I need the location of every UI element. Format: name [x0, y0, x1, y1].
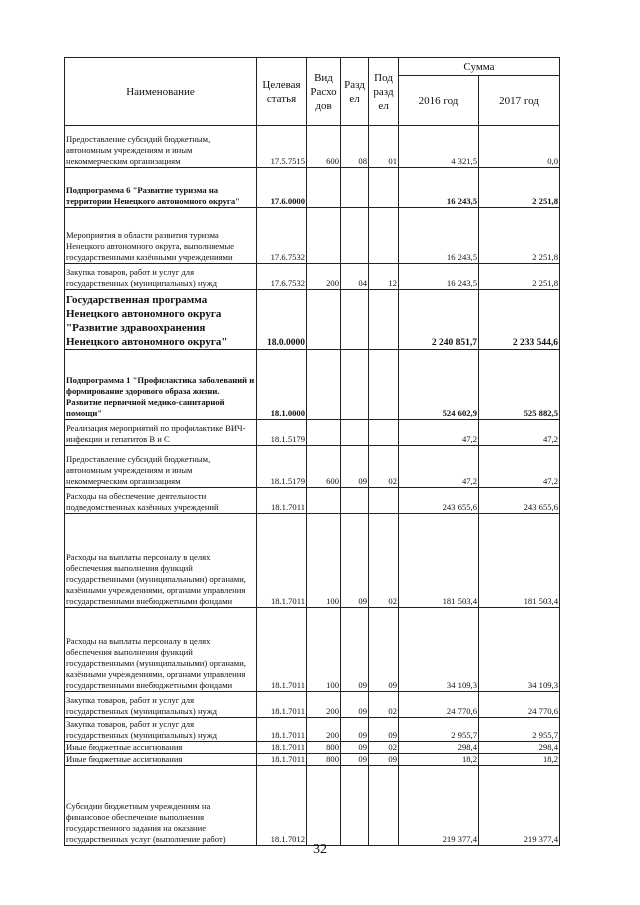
table-row	[65, 168, 560, 208]
row-podrazd	[369, 488, 399, 514]
row-value-2017: 2 251,8	[479, 208, 560, 264]
row-razd: 09	[341, 742, 369, 754]
row-target-code: 18.1.5179	[257, 420, 307, 446]
row-name: Закупка товаров, работ и услуг для государственных (муниципальных) нужд	[65, 264, 257, 290]
row-podrazd	[369, 208, 399, 264]
table-row	[65, 264, 560, 290]
row-podrazd: 02	[369, 692, 399, 718]
row-razd	[341, 420, 369, 446]
row-value-2016: 47,2	[399, 420, 479, 446]
budget-table	[64, 57, 560, 846]
row-razd: 09	[341, 514, 369, 608]
table-row	[65, 766, 560, 846]
row-name: Реализация мероприятий по профилактике ВИЧ-инфекции и гепатитов В и С	[65, 420, 257, 446]
page-number: 32	[313, 842, 327, 857]
row-vid	[307, 488, 341, 514]
row-value-2017: 243 655,6	[479, 488, 560, 514]
row-value-2016: 219 377,4	[399, 766, 479, 846]
row-podrazd: 02	[369, 446, 399, 488]
row-name: Субсидии бюджетным учреждениям на финансовое обеспечение выполнения государственного задания на оказание государственных услуг (выполнение работ)	[65, 766, 257, 846]
row-name: Иные бюджетные ассигнования	[65, 754, 257, 766]
row-value-2017: 47,2	[479, 446, 560, 488]
table-row	[65, 514, 560, 608]
row-podrazd: 09	[369, 754, 399, 766]
table-row	[65, 692, 560, 718]
row-value-2016: 47,2	[399, 446, 479, 488]
row-razd	[341, 350, 369, 420]
row-value-2017: 34 109,3	[479, 608, 560, 692]
row-name: Иные бюджетные ассигнования	[65, 742, 257, 754]
row-value-2016: 298,4	[399, 742, 479, 754]
row-razd	[341, 766, 369, 846]
row-vid: 200	[307, 264, 341, 290]
row-name: Подпрограмма 1 "Профилактика заболеваний и формирование здорового образа жизни. Развитие первичной медико-санитарной помощи"	[65, 350, 257, 420]
row-target-code: 18.0.0000	[257, 290, 307, 350]
header-sum: Сумма	[399, 58, 560, 76]
row-name: Подпрограмма 6 "Развитие туризма на территории Ненецкого автономного округа"	[65, 168, 257, 208]
header-2017: 2017 год	[479, 76, 560, 126]
row-value-2016: 24 770,6	[399, 692, 479, 718]
row-podrazd	[369, 290, 399, 350]
row-razd: 09	[341, 754, 369, 766]
row-razd: 09	[341, 692, 369, 718]
row-vid: 200	[307, 692, 341, 718]
row-value-2017: 2 955,7	[479, 718, 560, 742]
table-row	[65, 290, 560, 350]
row-podrazd	[369, 420, 399, 446]
row-vid	[307, 208, 341, 264]
row-value-2017: 2 251,8	[479, 264, 560, 290]
row-value-2016: 4 321,5	[399, 126, 479, 168]
row-vid	[307, 168, 341, 208]
table-row	[65, 488, 560, 514]
row-value-2016: 16 243,5	[399, 208, 479, 264]
row-target-code: 18.1.7011	[257, 742, 307, 754]
row-target-code: 18.1.7011	[257, 718, 307, 742]
row-value-2017: 525 882,5	[479, 350, 560, 420]
header-vid: Вид Расхо дов	[307, 58, 341, 126]
row-name: Закупка товаров, работ и услуг для государственных (муниципальных) нужд	[65, 692, 257, 718]
row-value-2016: 243 655,6	[399, 488, 479, 514]
header-razd: Разд ел	[341, 58, 369, 126]
row-name: Расходы на выплаты персоналу в целях обеспечения выполнения функций государственными (муниципальными) органами, казёнными учреждениями, органами управления государственными внебюджетными фондами	[65, 514, 257, 608]
table-row	[65, 718, 560, 742]
row-vid: 100	[307, 608, 341, 692]
row-name: Государственная программа Ненецкого автономного округа "Развитие здравоохранения Ненецкого автономного округа"	[65, 290, 257, 350]
row-name: Расходы на выплаты персоналу в целях обеспечения выполнения функций государственными (муниципальными) органами, казёнными учреждениями, органами управления государственными внебюджетными фондами	[65, 608, 257, 692]
table-body	[65, 126, 560, 846]
table-row	[65, 446, 560, 488]
row-podrazd: 09	[369, 608, 399, 692]
row-razd	[341, 488, 369, 514]
row-value-2016: 34 109,3	[399, 608, 479, 692]
header-2016: 2016 год	[399, 76, 479, 126]
row-podrazd: 02	[369, 742, 399, 754]
row-name: Предоставление субсидий бюджетным, автономным учреждениям и иным некоммерческим организациям	[65, 446, 257, 488]
row-target-code: 17.6.0000	[257, 168, 307, 208]
row-value-2016: 2 955,7	[399, 718, 479, 742]
row-razd	[341, 290, 369, 350]
table-row	[65, 608, 560, 692]
row-value-2017: 181 503,4	[479, 514, 560, 608]
row-value-2017: 2 233 544,6	[479, 290, 560, 350]
row-target-code: 18.1.7011	[257, 608, 307, 692]
table-row	[65, 350, 560, 420]
row-target-code: 17.5.7515	[257, 126, 307, 168]
table-row	[65, 754, 560, 766]
row-vid	[307, 766, 341, 846]
row-vid	[307, 420, 341, 446]
header-name: Наименование	[65, 58, 257, 126]
row-value-2017: 18,2	[479, 754, 560, 766]
row-razd	[341, 168, 369, 208]
row-value-2016: 16 243,5	[399, 168, 479, 208]
row-target-code: 18.1.7011	[257, 754, 307, 766]
row-target-code: 18.1.7011	[257, 514, 307, 608]
row-razd	[341, 208, 369, 264]
row-value-2016: 2 240 851,7	[399, 290, 479, 350]
row-vid	[307, 290, 341, 350]
row-name: Предоставление субсидий бюджетным, автономным учреждениям и иным некоммерческим организациям	[65, 126, 257, 168]
row-value-2016: 16 243,5	[399, 264, 479, 290]
row-value-2016: 524 602,9	[399, 350, 479, 420]
row-podrazd	[369, 168, 399, 208]
row-value-2017: 2 251,8	[479, 168, 560, 208]
row-name: Расходы на обеспечение деятельности подведомственных казённых учреждений	[65, 488, 257, 514]
row-vid: 800	[307, 754, 341, 766]
row-value-2017: 24 770,6	[479, 692, 560, 718]
row-name: Мероприятия в области развития туризма Ненецкого автономного округа, выполняемые государственными казёнными учреждениями	[65, 208, 257, 264]
row-razd: 09	[341, 446, 369, 488]
row-vid: 600	[307, 446, 341, 488]
row-value-2016: 18,2	[399, 754, 479, 766]
table-row	[65, 742, 560, 754]
row-podrazd: 09	[369, 718, 399, 742]
row-vid: 100	[307, 514, 341, 608]
row-value-2016: 181 503,4	[399, 514, 479, 608]
row-value-2017: 0,0	[479, 126, 560, 168]
row-target-code: 18.1.5179	[257, 446, 307, 488]
row-target-code: 18.1.7011	[257, 488, 307, 514]
row-target-code: 18.1.0000	[257, 350, 307, 420]
table-row	[65, 208, 560, 264]
header-pod: Под разд ел	[369, 58, 399, 126]
header-target: Целевая статья	[257, 58, 307, 126]
row-target-code: 17.6.7532	[257, 264, 307, 290]
row-value-2017: 298,4	[479, 742, 560, 754]
row-podrazd: 12	[369, 264, 399, 290]
row-razd: 09	[341, 718, 369, 742]
row-podrazd	[369, 350, 399, 420]
row-podrazd: 01	[369, 126, 399, 168]
row-podrazd: 02	[369, 514, 399, 608]
table-row	[65, 420, 560, 446]
row-vid: 800	[307, 742, 341, 754]
row-target-code: 18.1.7012	[257, 766, 307, 846]
row-value-2017: 47,2	[479, 420, 560, 446]
row-podrazd	[369, 766, 399, 846]
row-vid: 600	[307, 126, 341, 168]
row-razd: 08	[341, 126, 369, 168]
row-vid: 200	[307, 718, 341, 742]
row-razd: 04	[341, 264, 369, 290]
row-value-2017: 219 377,4	[479, 766, 560, 846]
table-row	[65, 126, 560, 168]
row-name: Закупка товаров, работ и услуг для государственных (муниципальных) нужд	[65, 718, 257, 742]
row-razd: 09	[341, 608, 369, 692]
row-target-code: 17.6.7532	[257, 208, 307, 264]
row-target-code: 18.1.7011	[257, 692, 307, 718]
row-vid	[307, 350, 341, 420]
